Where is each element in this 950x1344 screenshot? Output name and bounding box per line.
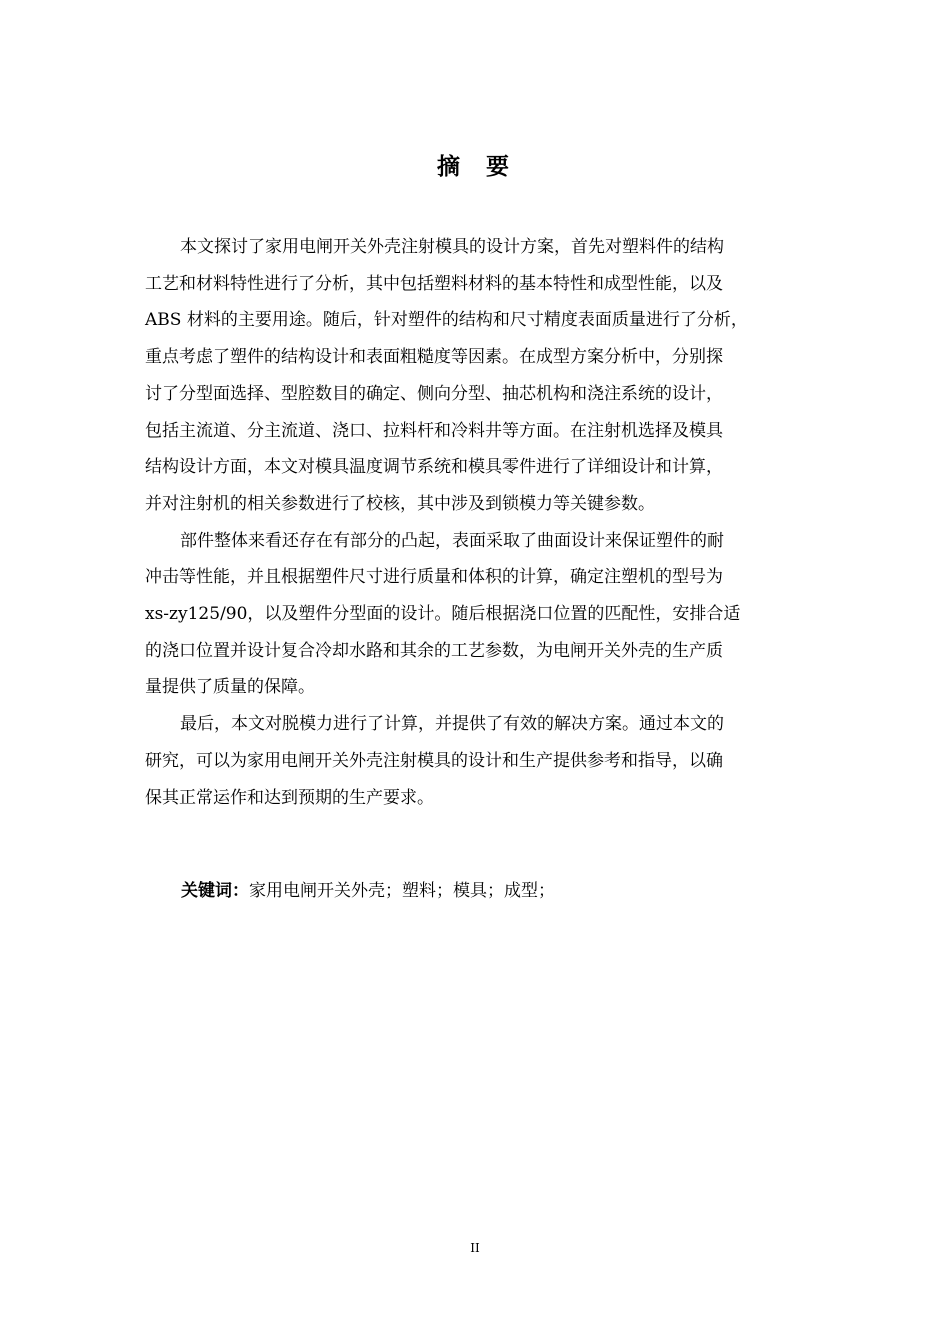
paragraph-line: xs-zy125/90，以及塑件分型面的设计。随后根据浇口位置的匹配性，安排合适 bbox=[145, 604, 741, 625]
paragraph-line: 讨了分型面选择、型腔数目的确定、侧向分型、抽芯机构和浇注系统的设计， bbox=[145, 383, 723, 404]
paragraph-line: 本文探讨了家用电闸开关外壳注射模具的设计方案，首先对塑料件的结构 bbox=[180, 237, 724, 257]
keywords-value: 家用电闸开关外壳；塑料；模具；成型； bbox=[249, 881, 555, 901]
abstract-title-char-1: 摘 bbox=[437, 154, 464, 180]
paragraph-line: 最后，本文对脱模力进行了计算，并提供了有效的解决方案。通过本文的 bbox=[180, 714, 724, 735]
paragraph-line: 保其正常运作和达到预期的生产要求。 bbox=[145, 787, 434, 808]
paragraph-line: 重点考虑了塑件的结构设计和表面粗糙度等因素。在成型方案分析中，分别探 bbox=[145, 347, 723, 368]
paragraph-line: 的浇口位置并设计复合冷却水路和其余的工艺参数，为电闸开关外壳的生产质 bbox=[145, 640, 723, 661]
paragraph-line: 工艺和材料特性进行了分析，其中包括塑料材料的基本特性和成型性能，以及 bbox=[145, 273, 723, 294]
paragraph-line: 研究，可以为家用电闸开关外壳注射模具的设计和生产提供参考和指导，以确 bbox=[145, 750, 723, 771]
abstract-body bbox=[145, 229, 807, 816]
abstract-paragraph-3 bbox=[145, 706, 807, 816]
paragraph-line: 包括主流道、分主流道、浇口、拉料杆和冷料井等方面。在注射机选择及模具 bbox=[145, 420, 723, 441]
abstract-paragraph-1 bbox=[145, 229, 807, 523]
paragraph-line: 冲击等性能，并且根据塑件尺寸进行质量和体积的计算，确定注塑机的型号为 bbox=[145, 567, 723, 588]
abstract-paragraph-2 bbox=[145, 523, 807, 707]
paragraph-line: 量提供了质量的保障。 bbox=[145, 677, 315, 698]
paragraph-line: 部件整体来看还存在有部分的凸起，表面采取了曲面设计来保证塑件的耐 bbox=[180, 530, 724, 551]
abstract-title-char-2: 要 bbox=[486, 154, 513, 180]
paragraph-line: 结构设计方面，本文对模具温度调节系统和模具零件进行了详细设计和计算， bbox=[145, 457, 723, 478]
paragraph-line: 并对注射机的相关参数进行了校核，其中涉及到锁模力等关键参数。 bbox=[145, 493, 655, 514]
page-number: II bbox=[470, 1241, 480, 1255]
keywords-line bbox=[181, 876, 555, 906]
keywords-label: 关键词： bbox=[181, 881, 249, 901]
abstract-title bbox=[0, 150, 950, 184]
paragraph-line: ABS 材料的主要用途。随后，针对塑件的结构和尺寸精度表面质量进行了分析， bbox=[145, 310, 748, 331]
